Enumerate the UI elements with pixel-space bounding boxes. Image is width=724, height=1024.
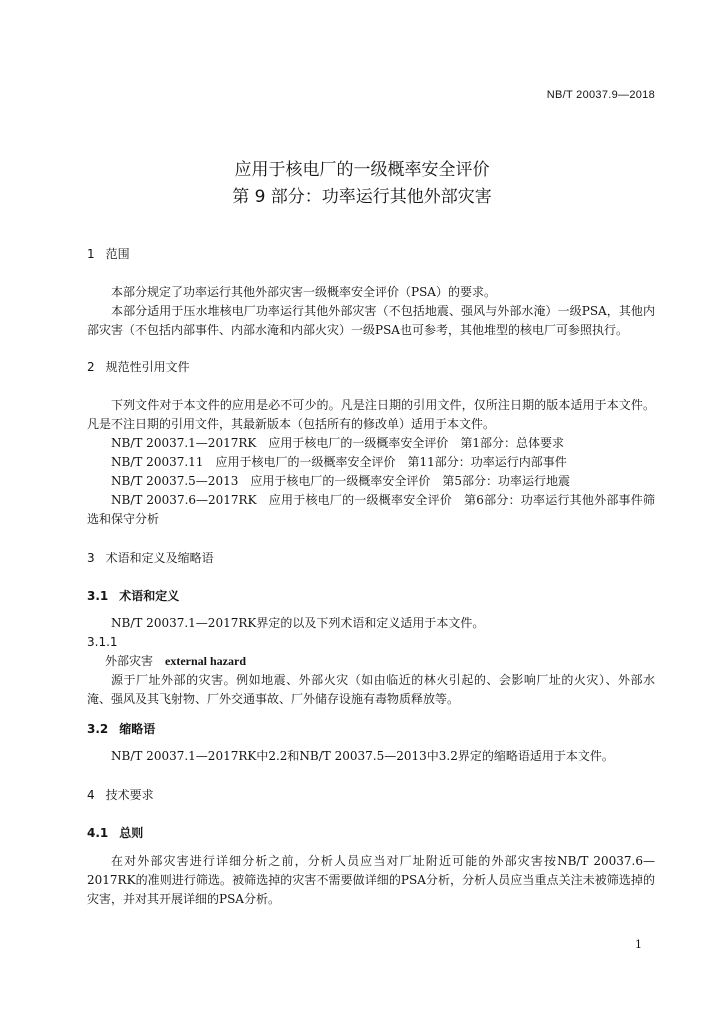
section-number: 4 — [87, 788, 95, 802]
subsection-number: 4.1 — [87, 826, 109, 840]
paragraph: 本部分适用于压水堆核电厂功率运行其他外部灾害（不包括地震、强风与外部水淹）一级PSA，其他内部灾害（不包括内部事件、内部水淹和内部火灾）一级PSA也可参考，其他堆型的核电厂可参照执行。 — [87, 304, 655, 337]
term-chinese: 外部灾害 — [105, 654, 154, 668]
reference-title: 应用于核电厂的一级概率安全评价 — [268, 436, 449, 450]
reference-part: 第6部分：功率运行其他外部事件筛选和保守分析 — [87, 493, 655, 526]
paragraph: 在对外部灾害进行详细分析之前，分析人员应当对厂址附近可能的外部灾害按NB/T 20037.6—2017RK的准则进行筛选。被筛选掉的灾害不需要做详细的PSA分析，分析人员应当重点关注未被筛选掉的灾害，并对其开展详细的PSA分析。 — [87, 854, 655, 906]
reference-part: 第1部分：总体要求 — [460, 436, 564, 450]
subsection-4-1-heading — [87, 824, 655, 843]
term-entry — [87, 652, 655, 671]
subsection-number: 3.2 — [87, 722, 109, 736]
paragraph: NB/T 20037.1—2017RK中2.2和NB/T 20037.5—2013中3.2界定的缩略语适用于本文件。 — [111, 749, 614, 763]
reference-title: 应用于核电厂的一级概率安全评价 — [268, 493, 453, 507]
section-2-heading — [87, 358, 655, 377]
paragraph: 本部分规定了功率运行其他外部灾害一级概率安全评价（PSA）的要求。 — [111, 285, 496, 299]
section-3-heading — [87, 549, 655, 568]
subsection-title: 缩略语 — [119, 722, 156, 736]
reference-code: NB/T 20037.1—2017RK — [111, 436, 257, 450]
section-title: 技术要求 — [105, 788, 154, 802]
section-1-heading — [87, 245, 655, 264]
paragraph: NB/T 20037.1—2017RK界定的以及下列术语和定义适用于本文件。 — [111, 616, 485, 630]
reference-title: 应用于核电厂的一级概率安全评价 — [250, 474, 431, 488]
subsection-number: 3.1 — [87, 589, 109, 603]
subsection-3-2-heading — [87, 720, 655, 739]
term-number: 3.1.1 — [87, 635, 118, 649]
subsection-3-1-heading — [87, 587, 655, 606]
section-number: 1 — [87, 247, 95, 261]
subsection-title: 总则 — [119, 826, 144, 840]
title-line-1: 应用于核电厂的一级概率安全评价 — [234, 160, 490, 180]
section-number: 2 — [87, 360, 95, 374]
document-title — [0, 157, 724, 211]
section-title: 术语和定义及缩略语 — [105, 551, 214, 565]
section-4-heading — [87, 786, 655, 805]
reference-title: 应用于核电厂的一级概率安全评价 — [215, 455, 396, 469]
reference-part: 第11部分：功率运行内部事件 — [407, 455, 567, 469]
term-english: external hazard — [165, 654, 246, 668]
reference-item — [87, 472, 655, 491]
reference-code: NB/T 20037.11 — [111, 455, 204, 469]
page-number: 1 — [635, 938, 642, 951]
section-title: 规范性引用文件 — [105, 360, 190, 374]
term-definition: 源于厂址外部的灾害。例如地震、外部火灾（如由临近的林火引起的、会影响厂址的火灾）、外部水淹、强风及其飞射物、厂外交通事故、厂外储存设施有毒物质释放等。 — [87, 673, 655, 706]
reference-code: NB/T 20037.5—2013 — [111, 474, 239, 488]
title-line-2: 第 9 部分：功率运行其他外部灾害 — [232, 187, 492, 207]
reference-code: NB/T 20037.6—2017RK — [111, 493, 257, 507]
section-number: 3 — [87, 551, 95, 565]
document-body — [87, 245, 655, 909]
reference-item — [87, 491, 655, 529]
section-title: 范围 — [105, 247, 130, 261]
reference-item — [87, 453, 655, 472]
document-code: NB/T 20037.9—2018 — [546, 89, 655, 101]
reference-item — [87, 434, 655, 453]
subsection-title: 术语和定义 — [119, 589, 180, 603]
paragraph: 下列文件对于本文件的应用是必不可少的。凡是注日期的引用文件，仅所注日期的版本适用于本文件。凡是不注日期的引用文件，其最新版本（包括所有的修改单）适用于本文件。 — [87, 398, 655, 431]
reference-part: 第5部分：功率运行地震 — [442, 474, 570, 488]
